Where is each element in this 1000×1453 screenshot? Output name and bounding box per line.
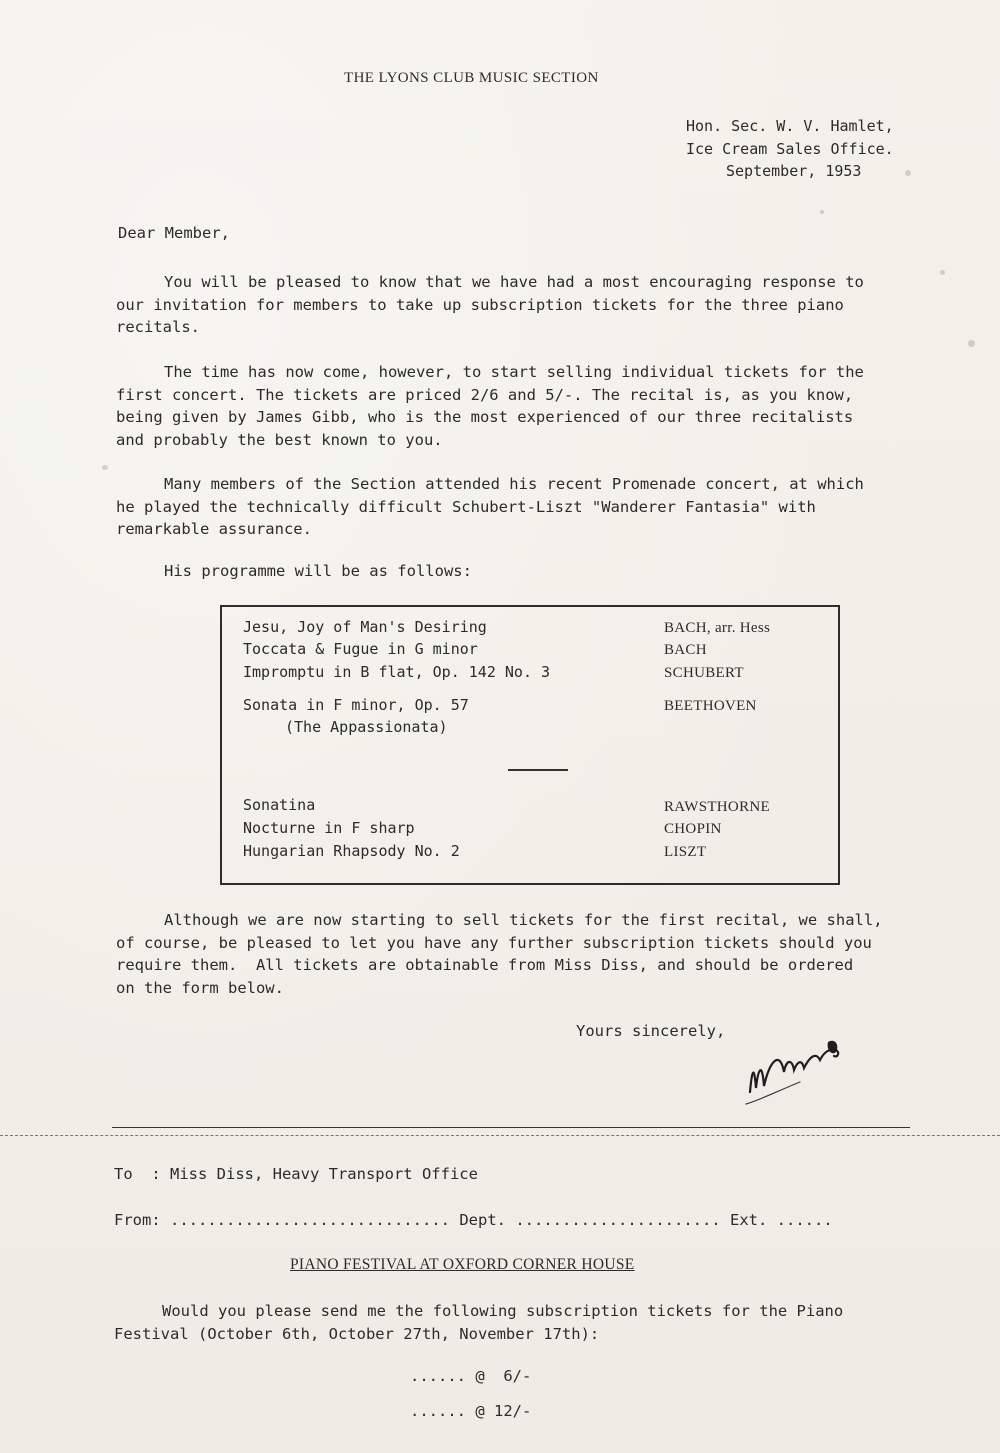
paragraph-tickets bbox=[116, 361, 916, 451]
stain-mark bbox=[940, 270, 945, 275]
text-line: our invitation for members to take up subscription tickets for the three piano bbox=[116, 295, 844, 314]
divider-line bbox=[112, 1127, 910, 1128]
text-line: of course, be pleased to let you have any further subscription tickets should you bbox=[116, 933, 872, 952]
address-line: Hon. Sec. W. V. Hamlet, bbox=[686, 117, 894, 135]
text-line: remarkable assurance. bbox=[116, 520, 312, 538]
form-heading: PIANO FESTIVAL AT OXFORD CORNER HOUSE bbox=[290, 1256, 635, 1273]
programme-subtitle: (The Appassionata) bbox=[285, 718, 448, 736]
programme-piece: Hungarian Rhapsody No. 2 bbox=[243, 842, 460, 860]
letter-title: THE LYONS CLUB MUSIC SECTION bbox=[344, 70, 599, 86]
programme-composer: LISZT bbox=[664, 844, 707, 860]
form-to-line: To : Miss Diss, Heavy Transport Office bbox=[114, 1165, 478, 1183]
from-field[interactable]: .............................. bbox=[170, 1211, 450, 1229]
programme-composer: CHOPIN bbox=[664, 821, 722, 837]
stain-mark bbox=[102, 465, 108, 470]
text-line: he played the technically difficult Schubert-Liszt "Wanderer Fantasia" with bbox=[116, 497, 816, 516]
closing: Yours sincerely, bbox=[576, 1022, 726, 1040]
ticket-line-12s[interactable]: ...... @ 12/- bbox=[410, 1402, 532, 1420]
programme-piece: Sonata in F minor, Op. 57 bbox=[243, 696, 469, 714]
letter-date: September, 1953 bbox=[726, 162, 862, 180]
programme-intro: His programme will be as follows: bbox=[164, 562, 472, 580]
form-from-row bbox=[114, 1211, 833, 1229]
stain-mark bbox=[905, 170, 911, 176]
text-line: on the form below. bbox=[116, 978, 284, 997]
programme-interval-rule bbox=[508, 769, 568, 771]
ext-label: Ext. bbox=[730, 1211, 768, 1229]
programme-composer: BEETHOVEN bbox=[664, 698, 757, 714]
from-label: From: bbox=[114, 1211, 161, 1229]
text-line: Many members of the Section attended his recent Promenade concert, at which bbox=[164, 475, 864, 493]
form-request bbox=[114, 1300, 914, 1345]
text-line: and probably the best known to you. bbox=[116, 430, 443, 449]
programme-composer: SCHUBERT bbox=[664, 665, 744, 681]
salutation: Dear Member, bbox=[118, 224, 230, 242]
text-line: Would you please send me the following subscription tickets for the Piano bbox=[162, 1302, 844, 1320]
dept-label: Dept. bbox=[459, 1211, 506, 1229]
text-line: being given by James Gibb, who is the most experienced of our three recitalists bbox=[116, 408, 854, 426]
text-line: You will be pleased to know that we have had a most encouraging response to bbox=[164, 273, 864, 291]
programme-composer: BACH, arr. Hess bbox=[664, 620, 771, 636]
text-line: require them. All tickets are obtainable from Miss Diss, and should be ordered bbox=[116, 956, 854, 974]
paragraph-further-tickets bbox=[116, 909, 916, 999]
paragraph-promenade bbox=[116, 473, 916, 541]
ticket-line-6s[interactable]: ...... @ 6/- bbox=[410, 1367, 532, 1385]
programme-piece: Impromptu in B flat, Op. 142 No. 3 bbox=[243, 663, 551, 681]
programme-composer: RAWSTHORNE bbox=[664, 799, 770, 815]
ext-field[interactable]: ...... bbox=[776, 1211, 833, 1229]
text-line: Festival (October 6th, October 27th, November 17th): bbox=[114, 1324, 600, 1343]
programme-piece: Jesu, Joy of Man's Desiring bbox=[243, 618, 487, 636]
text-line: The time has now come, however, to start selling individual tickets for the bbox=[164, 363, 864, 381]
tear-off-line bbox=[0, 1135, 1000, 1136]
programme-composer: BACH bbox=[664, 642, 707, 658]
text-line: Although we are now starting to sell tickets for the first recital, we shall, bbox=[164, 911, 883, 929]
text-line: first concert. The tickets are priced 2/6 and 5/-. The recital is, as you know, bbox=[116, 385, 854, 404]
paragraph-response bbox=[116, 271, 916, 339]
programme-piece: Toccata & Fugue in G minor bbox=[243, 640, 478, 658]
signature bbox=[740, 1030, 850, 1110]
programme-piece: Sonatina bbox=[243, 796, 316, 814]
stain-mark bbox=[968, 340, 975, 347]
dept-field[interactable]: ...................... bbox=[515, 1211, 721, 1229]
text-line: recitals. bbox=[116, 318, 200, 336]
address-line: Ice Cream Sales Office. bbox=[686, 140, 894, 158]
stain-mark bbox=[820, 210, 824, 214]
programme-piece: Nocturne in F sharp bbox=[243, 819, 415, 837]
